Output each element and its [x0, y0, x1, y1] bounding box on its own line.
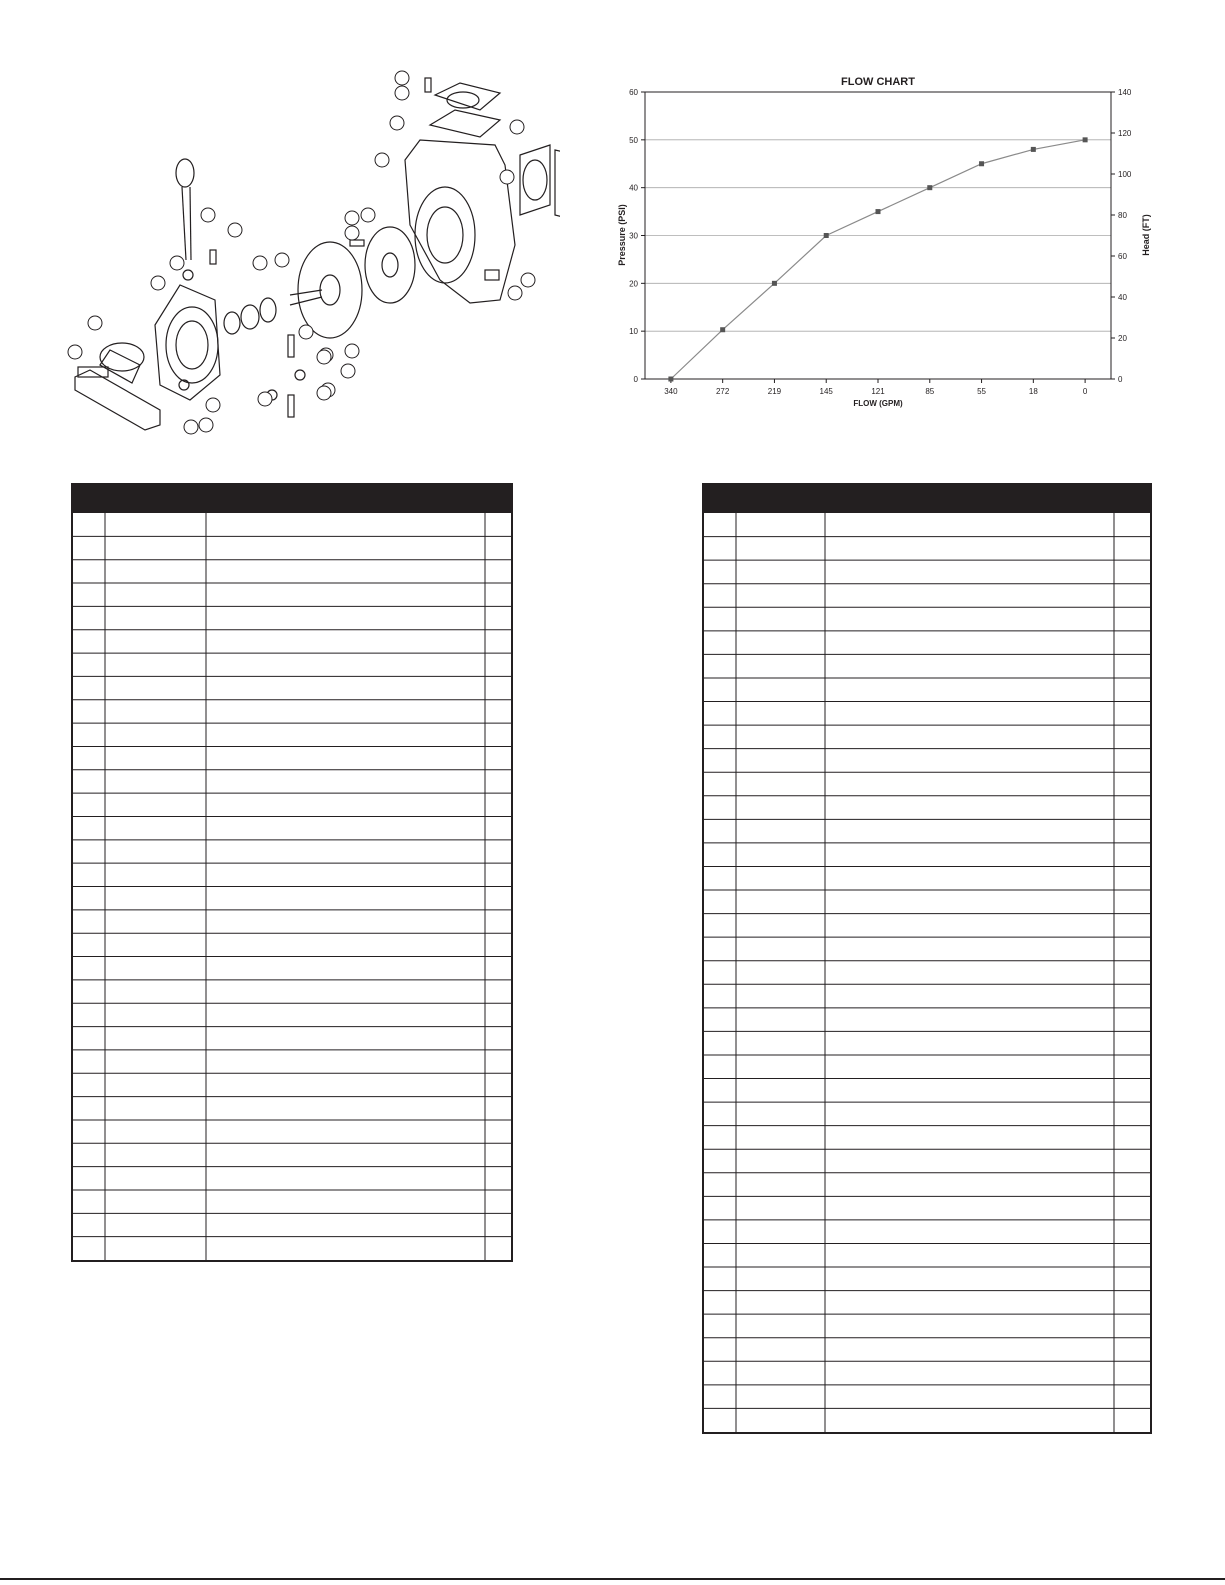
parts-table-left-grid	[73, 485, 511, 1260]
y2-tick-label: 0	[1118, 375, 1123, 384]
wear-plate	[365, 227, 415, 303]
y2-tick-label: 80	[1118, 211, 1127, 220]
x-tick-label: 85	[925, 387, 935, 396]
y-tick-label: 30	[629, 231, 638, 241]
data-point	[876, 209, 881, 214]
chart-tick-labels	[629, 88, 1132, 396]
y2-tick-label: 140	[1118, 88, 1132, 97]
series-line	[671, 140, 1085, 379]
data-point	[668, 377, 673, 382]
y-tick-label: 60	[629, 88, 638, 97]
y2-axis-label: Head (FT)	[1141, 214, 1151, 256]
x-tick-label: 0	[1082, 387, 1088, 396]
x-tick-label: 121	[871, 387, 885, 396]
fasteners	[179, 78, 499, 417]
x-tick-label: 219	[767, 387, 782, 396]
shaft-seal	[224, 298, 276, 334]
data-point	[772, 281, 777, 286]
discharge-flange	[520, 145, 560, 225]
data-point	[1031, 147, 1036, 152]
bearing-pedestal	[75, 343, 160, 430]
y-tick-label: 10	[629, 327, 638, 337]
data-point	[927, 185, 932, 190]
y-axis-label: Pressure (PSI)	[617, 204, 627, 266]
y2-tick-label: 100	[1118, 170, 1132, 179]
y-tick-label: 20	[629, 279, 638, 289]
chart-series	[668, 137, 1087, 381]
data-point	[979, 161, 984, 166]
x-tick-label: 145	[819, 387, 833, 396]
data-point	[1083, 137, 1088, 142]
impeller	[290, 242, 362, 338]
chart-gridlines	[645, 140, 1111, 331]
flow-chart	[600, 70, 1160, 420]
parts-table-right	[702, 483, 1152, 1434]
x-tick-label: 55	[977, 387, 987, 396]
bearing-frame	[155, 285, 220, 400]
eye-bolt	[176, 159, 194, 260]
y-tick-label: 0	[633, 375, 638, 384]
parts-table-right-grid	[704, 485, 1150, 1432]
exploded-pump-diagram	[60, 65, 560, 445]
x-tick-label: 18	[1028, 387, 1038, 396]
y-tick-label: 50	[629, 135, 638, 145]
parts-table-left	[71, 483, 513, 1262]
data-point	[824, 233, 829, 238]
callout-bubbles	[68, 71, 560, 434]
y2-tick-label: 60	[1118, 252, 1127, 261]
y2-tick-label: 40	[1118, 293, 1127, 302]
y2-tick-label: 120	[1118, 129, 1132, 138]
y-tick-label: 40	[629, 183, 638, 193]
page-bottom-rule	[0, 1578, 1225, 1580]
chart-title: FLOW CHART	[841, 76, 915, 88]
x-tick-label: 272	[715, 387, 730, 396]
x-axis-label: FLOW (GPM)	[853, 399, 903, 408]
x-tick-label: 340	[664, 387, 678, 396]
data-point	[720, 327, 725, 332]
y2-tick-label: 20	[1118, 334, 1127, 343]
